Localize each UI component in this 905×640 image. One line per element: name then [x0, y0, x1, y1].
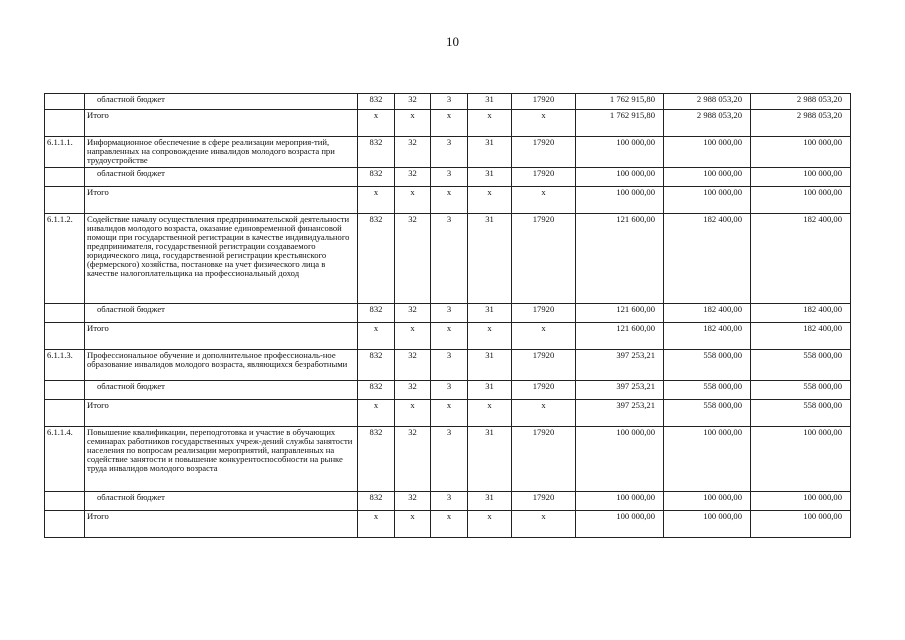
amount-2: 558 000,00: [664, 381, 751, 400]
amount-2: 182 400,00: [664, 323, 751, 350]
code-section: х: [395, 323, 431, 350]
budget-table: [44, 93, 851, 538]
amount-2: 2 988 053,20: [664, 110, 751, 137]
amount-1: 121 600,00: [576, 323, 664, 350]
row-number: 6.1.1.3.: [45, 350, 85, 381]
row-description: Содействие началу осуществления предпринимательской деятельности инвалидов молодого возраста, оказание единовременной финансовой помощи при государственной регистрации в качестве индивидуального предпринимателя, государственной регистрации создаваемого юридического лица, государственной регистрации крестьянского (фермерского) хозяйства, постановке на учет физического лица в качестве налогоплательщика на профессиональный доход: [85, 214, 358, 304]
amount-3: 100 000,00: [751, 137, 851, 168]
row-description: областной бюджет: [85, 304, 358, 323]
amount-3: 558 000,00: [751, 400, 851, 427]
code-subsection: х: [431, 511, 468, 538]
amount-3: 100 000,00: [751, 427, 851, 492]
code-subsection: х: [431, 187, 468, 214]
amount-3: 100 000,00: [751, 511, 851, 538]
row-number: [45, 323, 85, 350]
amount-3: 100 000,00: [751, 492, 851, 511]
code-section: х: [395, 511, 431, 538]
code-direction: 17920: [512, 168, 576, 187]
code-grbs: 832: [358, 137, 395, 168]
code-grbs: 832: [358, 350, 395, 381]
row-description: Итого: [85, 400, 358, 427]
amount-1: 397 253,21: [576, 381, 664, 400]
code-grbs: х: [358, 323, 395, 350]
code-grbs: х: [358, 187, 395, 214]
amount-1: 100 000,00: [576, 511, 664, 538]
row-number: 6.1.1.1.: [45, 137, 85, 168]
code-subsection: 3: [431, 137, 468, 168]
code-grbs: 832: [358, 427, 395, 492]
amount-1: 100 000,00: [576, 427, 664, 492]
code-subsection: 3: [431, 214, 468, 304]
code-direction: 17920: [512, 304, 576, 323]
table-row: [45, 94, 851, 110]
row-number: [45, 187, 85, 214]
code-direction: 17920: [512, 350, 576, 381]
code-direction: х: [512, 400, 576, 427]
code-grbs: 832: [358, 94, 395, 110]
code-subsection: 3: [431, 427, 468, 492]
table-row: [45, 427, 851, 492]
row-description: Информационное обеспечение в сфере реализации мероприя-тий, направленных на сопровождение инвалидов молодого возраста при трудоустройстве: [85, 137, 358, 168]
code-grbs: х: [358, 511, 395, 538]
row-description: областной бюджет: [85, 381, 358, 400]
amount-1: 397 253,21: [576, 350, 664, 381]
code-grbs: 832: [358, 381, 395, 400]
code-section: 32: [395, 381, 431, 400]
code-program: 31: [468, 492, 512, 511]
code-subsection: 3: [431, 350, 468, 381]
amount-1: 397 253,21: [576, 400, 664, 427]
amount-3: 558 000,00: [751, 381, 851, 400]
table-row: [45, 400, 851, 427]
code-program: 31: [468, 214, 512, 304]
row-number: [45, 492, 85, 511]
code-direction: 17920: [512, 137, 576, 168]
amount-2: 558 000,00: [664, 350, 751, 381]
code-program: 31: [468, 350, 512, 381]
amount-3: 100 000,00: [751, 168, 851, 187]
amount-1: 100 000,00: [576, 137, 664, 168]
code-direction: х: [512, 110, 576, 137]
code-section: 32: [395, 94, 431, 110]
code-section: 32: [395, 350, 431, 381]
table-row: [45, 187, 851, 214]
code-section: 32: [395, 427, 431, 492]
amount-2: 100 000,00: [664, 187, 751, 214]
code-section: х: [395, 400, 431, 427]
code-program: х: [468, 400, 512, 427]
row-number: 6.1.1.4.: [45, 427, 85, 492]
row-description: Итого: [85, 110, 358, 137]
code-program: 31: [468, 94, 512, 110]
code-subsection: 3: [431, 94, 468, 110]
amount-3: 2 988 053,20: [751, 110, 851, 137]
code-direction: 17920: [512, 94, 576, 110]
code-subsection: 3: [431, 304, 468, 323]
amount-2: 2 988 053,20: [664, 94, 751, 110]
row-description: Итого: [85, 323, 358, 350]
code-grbs: 832: [358, 492, 395, 511]
code-direction: 17920: [512, 492, 576, 511]
code-subsection: 3: [431, 381, 468, 400]
amount-3: 558 000,00: [751, 350, 851, 381]
table-row: [45, 323, 851, 350]
table-row: [45, 304, 851, 323]
row-number: [45, 381, 85, 400]
page-number: 10: [446, 34, 459, 49]
code-grbs: 832: [358, 304, 395, 323]
code-subsection: х: [431, 323, 468, 350]
code-section: х: [395, 110, 431, 137]
code-program: 31: [468, 427, 512, 492]
table-row: [45, 110, 851, 137]
table-row: [45, 350, 851, 381]
code-section: 32: [395, 214, 431, 304]
amount-3: 182 400,00: [751, 304, 851, 323]
code-subsection: 3: [431, 492, 468, 511]
amount-2: 100 000,00: [664, 168, 751, 187]
code-program: х: [468, 187, 512, 214]
row-number: [45, 304, 85, 323]
row-number: [45, 511, 85, 538]
code-section: 32: [395, 304, 431, 323]
table-row: [45, 168, 851, 187]
code-program: 31: [468, 381, 512, 400]
amount-1: 1 762 915,80: [576, 110, 664, 137]
amount-1: 121 600,00: [576, 214, 664, 304]
amount-1: 100 000,00: [576, 187, 664, 214]
row-number: [45, 168, 85, 187]
code-subsection: х: [431, 110, 468, 137]
row-description: областной бюджет: [85, 94, 358, 110]
row-description: областной бюджет: [85, 492, 358, 511]
table-row: [45, 214, 851, 304]
row-description: Итого: [85, 187, 358, 214]
amount-2: 182 400,00: [664, 214, 751, 304]
table-row: [45, 381, 851, 400]
code-grbs: 832: [358, 168, 395, 187]
code-program: х: [468, 323, 512, 350]
code-direction: 17920: [512, 381, 576, 400]
code-direction: 17920: [512, 427, 576, 492]
code-grbs: 832: [358, 214, 395, 304]
table-row: [45, 137, 851, 168]
code-section: 32: [395, 168, 431, 187]
code-program: х: [468, 511, 512, 538]
amount-2: 100 000,00: [664, 137, 751, 168]
amount-3: 182 400,00: [751, 214, 851, 304]
amount-1: 121 600,00: [576, 304, 664, 323]
code-program: 31: [468, 137, 512, 168]
code-program: х: [468, 110, 512, 137]
code-section: 32: [395, 137, 431, 168]
code-grbs: х: [358, 110, 395, 137]
amount-1: 100 000,00: [576, 492, 664, 511]
row-description: областной бюджет: [85, 168, 358, 187]
table-row: [45, 492, 851, 511]
row-number: [45, 110, 85, 137]
code-direction: 17920: [512, 214, 576, 304]
code-grbs: х: [358, 400, 395, 427]
row-description: Профессиональное обучение и дополнительное профессиональ-ное образование инвалидов молодого возраста, являющихся безработными: [85, 350, 358, 381]
amount-2: 558 000,00: [664, 400, 751, 427]
row-number: [45, 400, 85, 427]
amount-3: 2 988 053,20: [751, 94, 851, 110]
code-program: 31: [468, 304, 512, 323]
amount-2: 100 000,00: [664, 427, 751, 492]
amount-1: 1 762 915,80: [576, 94, 664, 110]
code-direction: х: [512, 511, 576, 538]
amount-2: 182 400,00: [664, 304, 751, 323]
code-section: х: [395, 187, 431, 214]
amount-3: 100 000,00: [751, 187, 851, 214]
code-subsection: 3: [431, 168, 468, 187]
code-section: 32: [395, 492, 431, 511]
code-direction: х: [512, 323, 576, 350]
amount-3: 182 400,00: [751, 323, 851, 350]
row-number: 6.1.1.2.: [45, 214, 85, 304]
amount-2: 100 000,00: [664, 511, 751, 538]
code-subsection: х: [431, 400, 468, 427]
amount-1: 100 000,00: [576, 168, 664, 187]
row-description: Повышение квалификации, переподготовка и участие в обучающих семинарах работников государственных учреж-дений службы занятости населения по вопросам реализации мероприятий, направленных на содействие занятости и повышение конкурентоспособности на рынке труда инвалидов молодого возраста: [85, 427, 358, 492]
amount-2: 100 000,00: [664, 492, 751, 511]
row-description: Итого: [85, 511, 358, 538]
code-direction: х: [512, 187, 576, 214]
row-number: [45, 94, 85, 110]
code-program: 31: [468, 168, 512, 187]
table-row: [45, 511, 851, 538]
